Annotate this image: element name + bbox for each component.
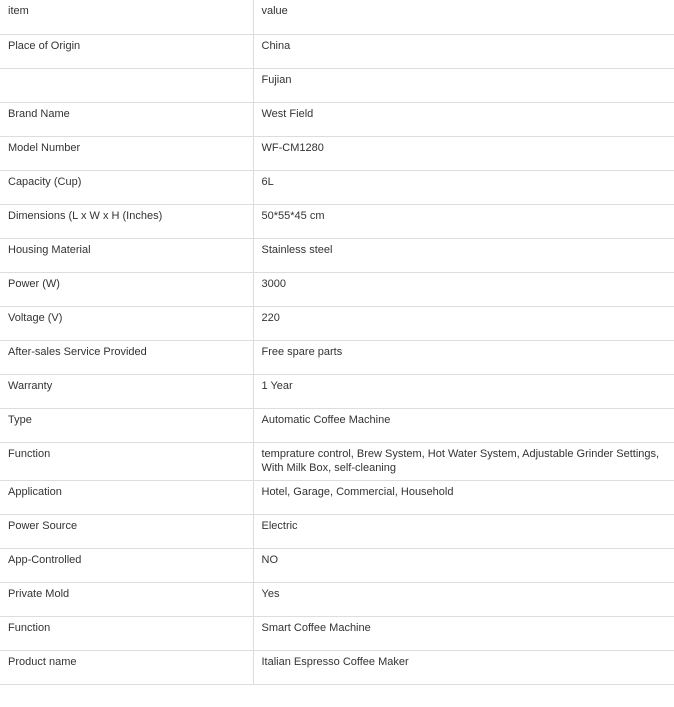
row-value: Stainless steel: [253, 238, 674, 272]
table-row: [0, 408, 674, 442]
table-row: [0, 68, 674, 102]
row-item: Product name: [0, 650, 253, 684]
row-item: Function: [0, 616, 253, 650]
table-row: [0, 204, 674, 238]
row-item: Model Number: [0, 136, 253, 170]
row-item: Private Mold: [0, 582, 253, 616]
table-row: [0, 514, 674, 548]
row-item: Capacity (Cup): [0, 170, 253, 204]
row-item: Brand Name: [0, 102, 253, 136]
table-row: [0, 306, 674, 340]
row-value: 3000: [253, 272, 674, 306]
row-value: 1 Year: [253, 374, 674, 408]
row-value: West Field: [253, 102, 674, 136]
row-item: After-sales Service Provided: [0, 340, 253, 374]
table-row: [0, 616, 674, 650]
row-item: Function: [0, 442, 253, 480]
row-item: Dimensions (L x W x H (Inches): [0, 204, 253, 238]
row-value: Hotel, Garage, Commercial, Household: [253, 480, 674, 514]
row-value: Fujian: [253, 68, 674, 102]
row-value: Automatic Coffee Machine: [253, 408, 674, 442]
row-item: Power Source: [0, 514, 253, 548]
header-value: value: [253, 0, 674, 34]
table-header-row: [0, 0, 674, 34]
row-value: China: [253, 34, 674, 68]
table-row: [0, 136, 674, 170]
table-row: [0, 102, 674, 136]
table-row: [0, 340, 674, 374]
table-row: [0, 374, 674, 408]
row-item: [0, 68, 253, 102]
row-item: Voltage (V): [0, 306, 253, 340]
row-value: Italian Espresso Coffee Maker: [253, 650, 674, 684]
row-value: 50*55*45 cm: [253, 204, 674, 238]
table-row: [0, 442, 674, 480]
row-value: Yes: [253, 582, 674, 616]
table-row: [0, 650, 674, 684]
row-value: Free spare parts: [253, 340, 674, 374]
header-item: item: [0, 0, 253, 34]
table-row: [0, 272, 674, 306]
row-item: Power (W): [0, 272, 253, 306]
row-value: 6L: [253, 170, 674, 204]
row-value: 220: [253, 306, 674, 340]
table-row: [0, 480, 674, 514]
row-item: Type: [0, 408, 253, 442]
row-value: Smart Coffee Machine: [253, 616, 674, 650]
row-value: NO: [253, 548, 674, 582]
row-value: temprature control, Brew System, Hot Water System, Adjustable Grinder Settings, With Milk Box, self-cleaning: [253, 442, 674, 480]
row-item: App-Controlled: [0, 548, 253, 582]
table-row: [0, 238, 674, 272]
table-row: [0, 170, 674, 204]
row-value: WF-CM1280: [253, 136, 674, 170]
table-row: [0, 548, 674, 582]
table-row: [0, 582, 674, 616]
row-item: Application: [0, 480, 253, 514]
row-item: Housing Material: [0, 238, 253, 272]
row-item: Warranty: [0, 374, 253, 408]
row-value: Electric: [253, 514, 674, 548]
table-row: [0, 34, 674, 68]
row-item: Place of Origin: [0, 34, 253, 68]
